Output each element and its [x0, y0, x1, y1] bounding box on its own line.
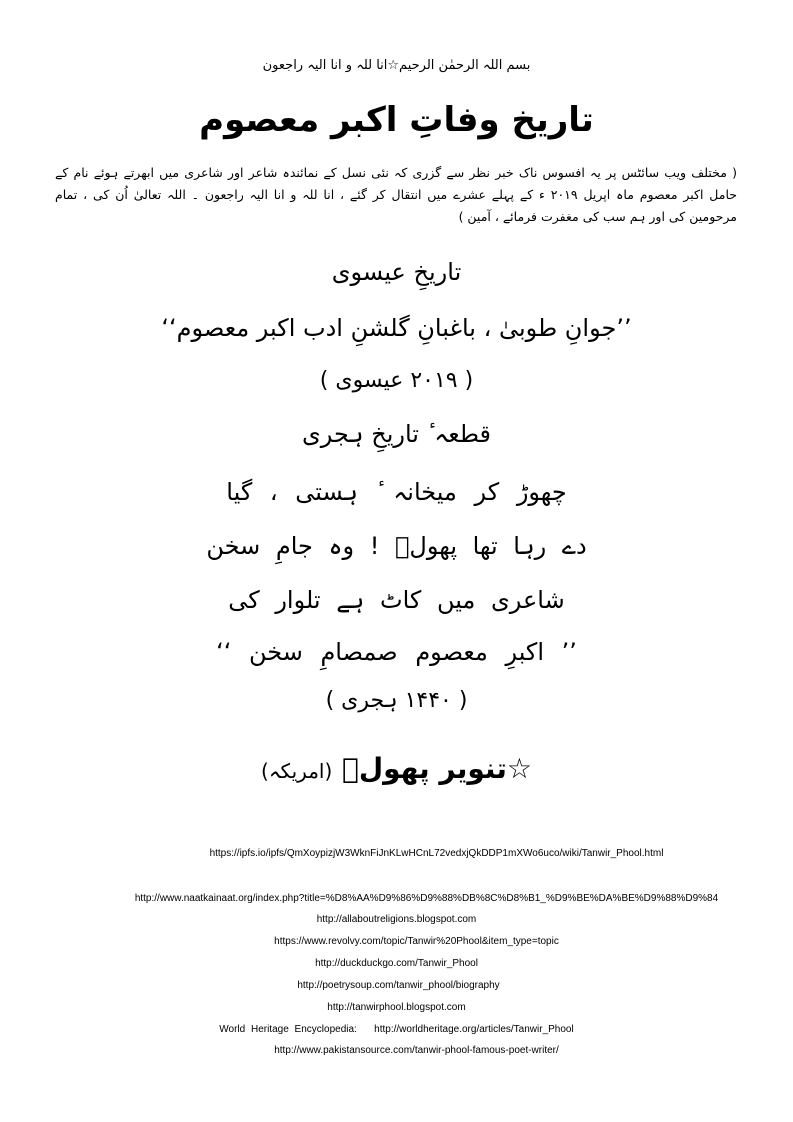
star-icon: ☆ [506, 752, 532, 785]
verse-line-1: چھوڑ کر میخانہ ٔ ہستی ، گیا [226, 478, 567, 506]
verse-line-3: شاعری میں کاٹ ہے تلوار کی [228, 586, 565, 614]
page-title: تاریخ وفاتِ اکبر معصوم [199, 100, 594, 140]
hijri-heading: قطعہ ٔ تاریخِ ہجری [301, 420, 492, 448]
reference-link[interactable]: http://www.naatkainaat.org/index.php?title=%D8%AA%D9%86%D9%88%DB%8C%D8%B1_%D9%BE%DA%BE%D9%88%D9%84 [134, 893, 719, 904]
gregorian-phrase: ’’جوانِ طوبیٰ ، باغبانِ گلشنِ ادب اکبر معصوم‘‘ [161, 314, 632, 342]
reference-link[interactable]: http://worldheritage.org/articles/Tanwir_Phool [374, 1024, 574, 1035]
gregorian-year: ( ۲۰۱۹ عیسوی ) [319, 368, 474, 393]
reference-link[interactable]: http://tanwirphool.blogspot.com [327, 1002, 466, 1013]
reference-link[interactable]: https://ipfs.io/ipfs/QmXoypizjW3WknFiJnKLwHCnL72vedxjQkDDP1mXWo6uco/wiki/Tanwir_Phool.html [209, 848, 664, 859]
verse-line-4: ’’ اکبرِ معصوم صمصامِ سخن ‘‘ [216, 638, 577, 666]
gregorian-heading: تاریخِ عیسوی [331, 258, 462, 286]
reference-link[interactable]: http://poetrysoup.com/tanwir_phool/biography [297, 980, 500, 991]
bismillah-line: بسم اللہ الرحمٰن الرحیم☆انا للہ و انا الیہ راجعون [262, 58, 531, 73]
intro-paragraph: ( مختلف ویب سائٹس پر یہ افسوس ناک خبر نظر سے گزری کہ نئی نسل کے نمائندہ شاعر اور شاعری میں ابھرتے ہوئے نام کے حامل اکبر معصوم ماہ اپریل ۲۰۱۹ ء کے پہلے عشرے میں انتقال کر گئے ، انا للہ و انا الیہ راجعون ۔ اللہ تعالیٰ اُن کی ، تمام مرحومین کی اور ہم سب کی مغفرت فرمائے ، آمین ) [55, 165, 737, 224]
reference-link[interactable]: https://www.revolvy.com/topic/Tanwir%20Phool&item_type=topic [274, 936, 559, 947]
reference-link[interactable]: http://allaboutreligions.blogspot.com [316, 914, 477, 925]
verse-line-2: دے رہا تھا پھولؔ ! وہ جامِ سخن [206, 532, 587, 560]
hijri-year: ( ۱۴۴۰ ہجری ) [325, 688, 468, 713]
signature [0, 752, 793, 785]
reference-label: World Heritage Encyclopedia: [219, 1024, 357, 1035]
signature-name: تنویر پھولؔ [342, 752, 507, 785]
reference-link[interactable]: http://duckduckgo.com/Tanwir_Phool [315, 958, 478, 969]
reference-link[interactable]: http://www.pakistansource.com/tanwir-phool-famous-poet-writer/ [274, 1045, 559, 1056]
reference-link-row [0, 1024, 793, 1035]
signature-place: (امریکہ) [261, 759, 333, 783]
